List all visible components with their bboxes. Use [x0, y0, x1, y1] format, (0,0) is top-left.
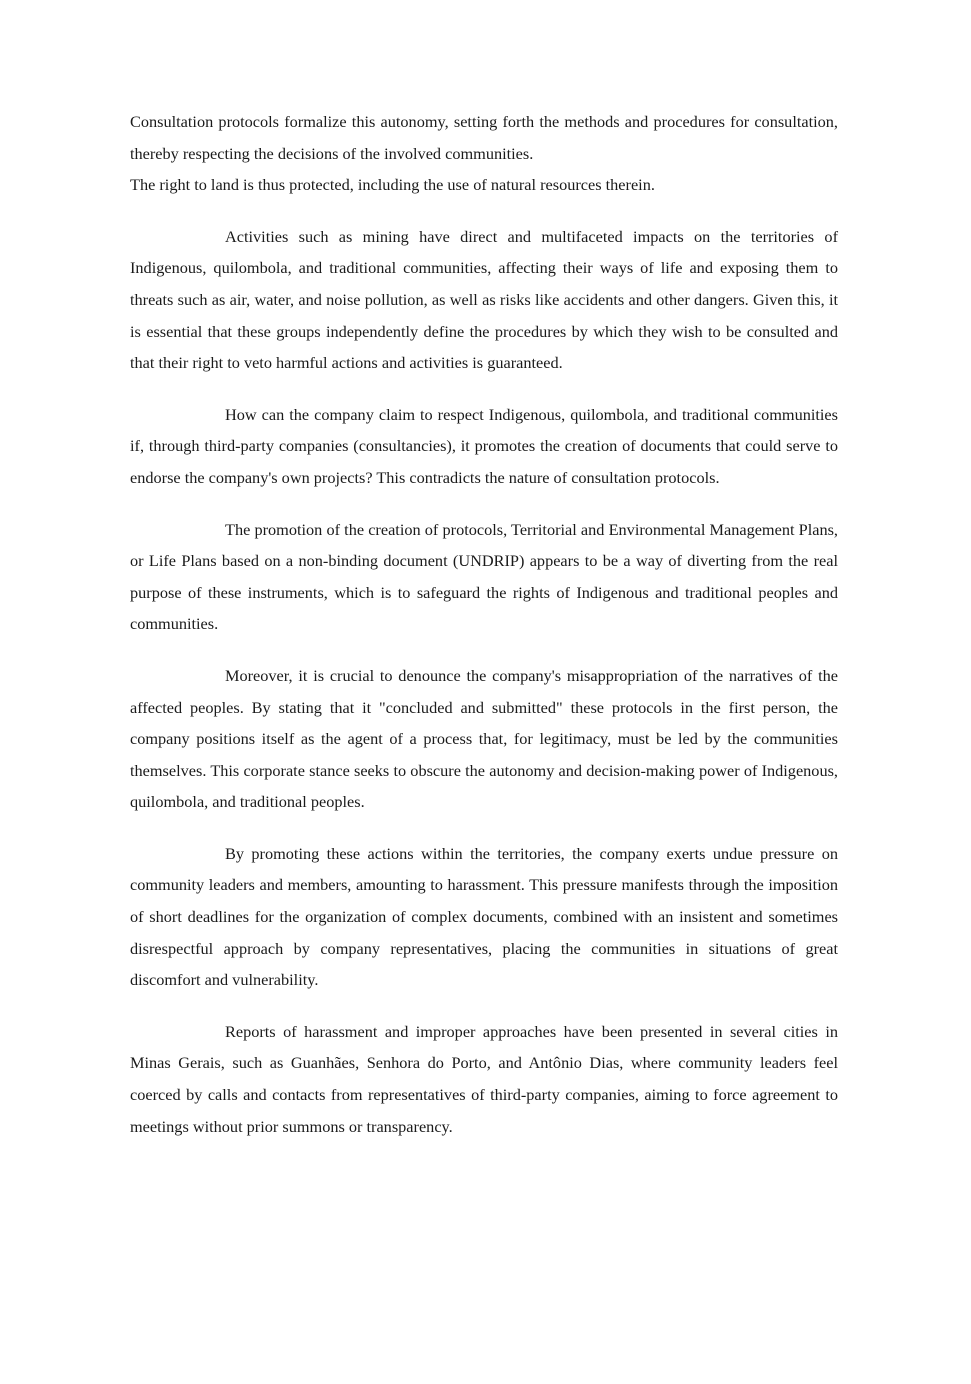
- paragraph-text-continued: The right to land is thus protected, including the use of natural resources therein.: [130, 175, 655, 195]
- paragraph-text: Consultation protocols formalize this autonomy, setting forth the methods and procedures for consultation, thereby respecting the decisions of the involved communities.: [130, 112, 838, 163]
- paragraph-consultation-protocols: [130, 106, 838, 201]
- paragraph-company-respect-question: How can the company claim to respect Indigenous, quilombola, and traditional communities if, through third-party companies (consultancies), it promotes the creation of documents that could serve to endorse the company's own projects? This contradicts the nature of consultation protocols.: [130, 404, 838, 487]
- paragraph-narrative-misappropriation: Moreover, it is crucial to denounce the company's misappropriation of the narratives of the affected peoples. By stating that it "concluded and submitted" these protocols in the first person, the company positions itself as the agent of a process that, for legitimacy, must be led by the communities themselves. This corporate stance seeks to obscure the autonomy and decision-making power of Indigenous, quilombola, and traditional peoples.: [130, 665, 838, 812]
- document-page: [130, 106, 838, 1162]
- paragraph-mining-impacts: Activities such as mining have direct and multifaceted impacts on the territories of Indigenous, quilombola, and traditional communities, affecting their ways of life and exposing them to threats such as air, water, and noise pollution, as well as risks like accidents and other dangers. Given this, it is essential that these groups independently define the procedures by which they wish to be consulted and that their right to veto harmful actions and activities is guaranteed.: [130, 226, 838, 373]
- paragraph-undue-pressure: By promoting these actions within the territories, the company exerts undue pressure on community leaders and members, amounting to harassment. This pressure manifests through the imposition of short deadlines for the organization of complex documents, combined with an insistent and sometimes disrespectful approach by company representatives, placing the communities in situations of great discomfort and vulnerability.: [130, 843, 838, 990]
- paragraph-undrip-diversion: The promotion of the creation of protocols, Territorial and Environmental Management Plans, or Life Plans based on a non-binding document (UNDRIP) appears to be a way of diverting from the real purpose of these instruments, which is to safeguard the rights of Indigenous and traditional peoples and communities.: [130, 519, 838, 634]
- paragraph-harassment-reports: Reports of harassment and improper approaches have been presented in several cities in Minas Gerais, such as Guanhães, Senhora do Porto, and Antônio Dias, where community leaders feel coerced by calls and contacts from representatives of third-party companies, aiming to force agreement to meetings without prior summons or transparency.: [130, 1021, 838, 1136]
